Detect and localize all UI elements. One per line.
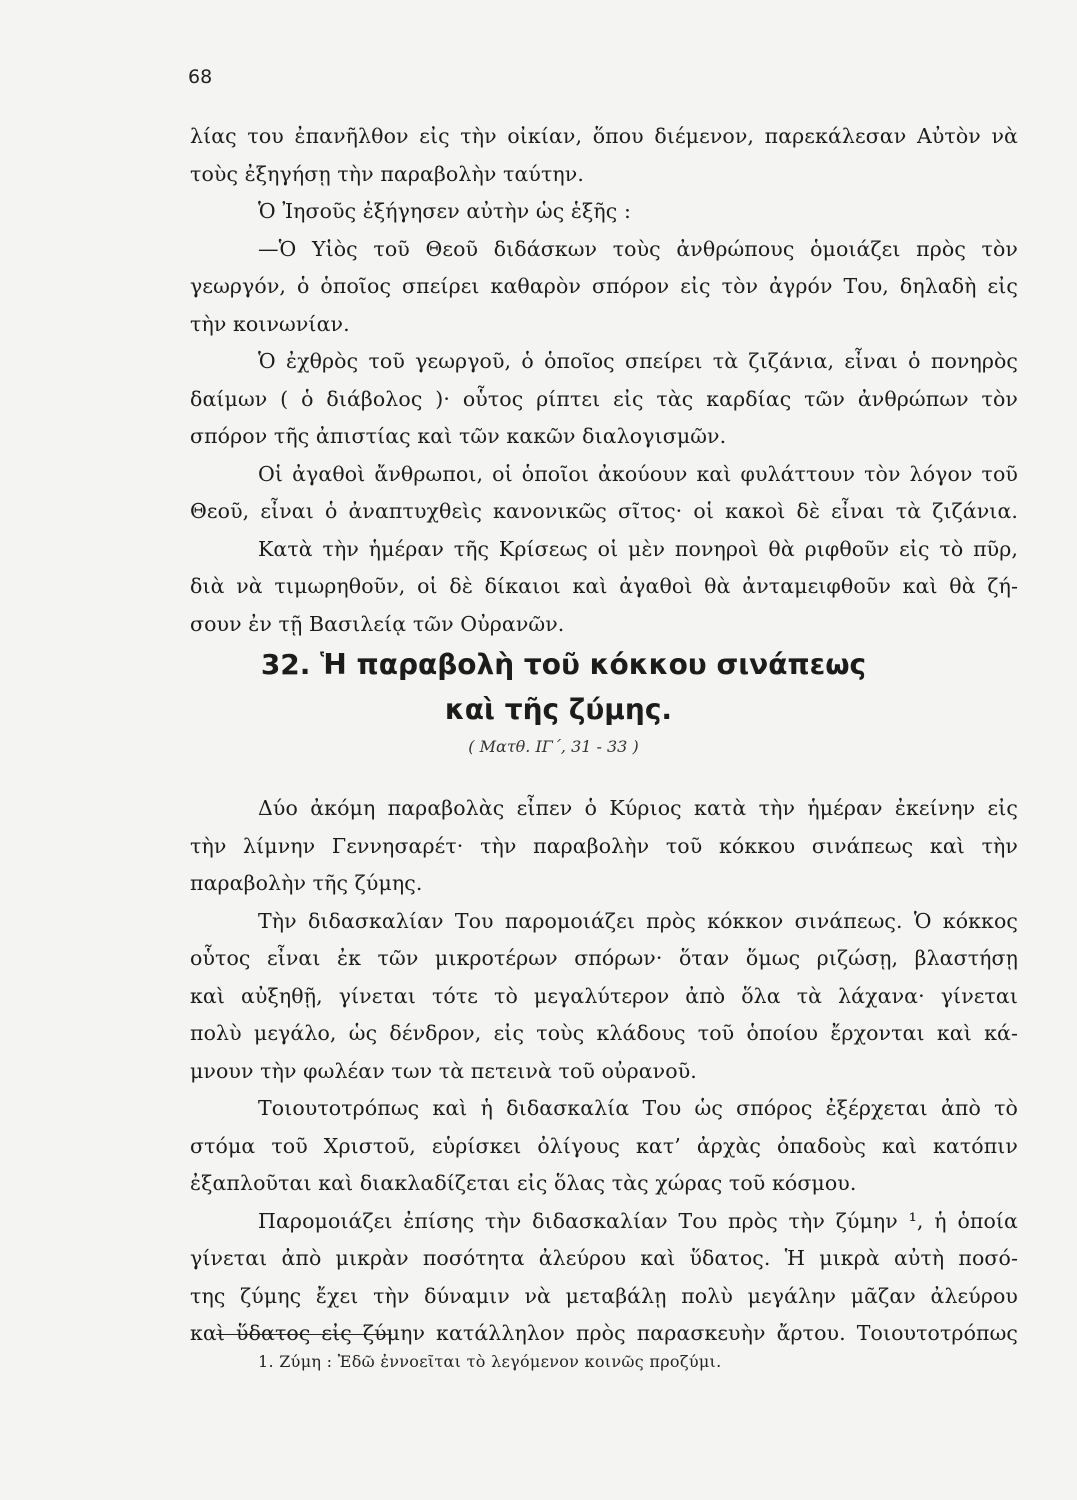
footnote-divider — [216, 1334, 392, 1335]
text-line: δαίμων ( ὁ διάβολος )· οὗτος ρίπτει εἰς τὰς καρδίας τῶν ἀνθρώπων τὸν — [190, 386, 1018, 411]
text-line: τὴν λίμνην Γεννησαρέτ· τὴν παραβολὴν τοῦ κόκκου σινάπεως καὶ τὴν — [190, 833, 1018, 858]
text-line: σπόρον τῆς ἀπιστίας καὶ τῶν κακῶν διαλογισμῶν. — [190, 424, 727, 448]
text-line: μνουν τὴν φωλέαν των τὰ πετεινὰ τοῦ οὐρανοῦ. — [190, 1058, 697, 1083]
text-line: πολὺ μεγάλο, ὡς δένδρον, εἰς τοὺς κλάδους τοῦ ὁποίου ἔρχονται καὶ κά- — [190, 1021, 1018, 1045]
page-number: 68 — [188, 66, 213, 88]
text-line: λίας του ἐπανῆλθον εἰς τὴν οἰκίαν, ὅπου διέμενον, παρεκάλεσαν Αὐτὸν νὰ — [190, 124, 1018, 148]
footnote: 1. Ζύμη : Ἐδῶ ἐννοεῖται τὸ λεγόμενον κοινῶς προζύμι. — [258, 1352, 722, 1371]
text-line: Δύο ἀκόμη παραβολὰς εἶπεν ὁ Κύριος κατὰ τὴν ἡμέραν ἐκείνην εἰς — [258, 796, 1018, 820]
text-line: γίνεται ἀπὸ μικρὰν ποσότητα ἀλεύρου καὶ ὕδατος. Ἡ μικρὰ αὐτὴ ποσό- — [190, 1246, 1018, 1270]
text-line: ἐξαπλοῦται καὶ διακλαδίζεται εἰς ὅλας τὰς χώρας τοῦ κόσμου. — [190, 1171, 857, 1195]
text-line: οὗτος εἶναι ἐκ τῶν μικροτέρων σπόρων· ὅταν ὅμως ριζώσῃ, βλαστήσῃ — [190, 946, 1018, 970]
text-line: —Ὁ Υἱὸς τοῦ Θεοῦ διδάσκων τοὺς ἀνθρώπους ὁμοιάζει πρὸς τὸν — [258, 236, 1018, 261]
text-line: Τὴν διδασκαλίαν Του παρομοιάζει πρὸς κόκκον σινάπεως. Ὁ κόκκος — [258, 908, 1018, 933]
text-line: Παρομοιάζει ἐπίσης τὴν διδασκαλίαν Του πρὸς τὴν ζύμην ¹, ἡ ὁποία — [258, 1208, 1018, 1233]
text-line: σουν ἐν τῇ Βασιλείᾳ τῶν Οὐρανῶν. — [190, 611, 565, 636]
section-title-line-1: Ἡ παραβολὴ τοῦ κόκκου σινάπεως — [320, 648, 867, 681]
section-title — [0, 645, 1077, 685]
text-line: παραβολὴν τῆς ζύμης. — [190, 871, 423, 895]
text-line: τοὺς ἐξηγήσῃ τὴν παραβολὴν ταύτην. — [190, 161, 584, 186]
body-text-bottom — [190, 790, 1018, 1353]
body-text-top — [190, 118, 1018, 643]
text-line: γεωργόν, ὁ ὁποῖος σπείρει καθαρὸν σπόρον εἰς τὸν ἀγρόν Του, δηλαδὴ εἰς — [190, 274, 1018, 298]
text-line: τὴν κοινωνίαν. — [190, 311, 350, 336]
text-line: Ὁ ἐχθρὸς τοῦ γεωργοῦ, ὁ ὁποῖος σπείρει τὰ ζιζάνια, εἶναι ὁ πονηρὸς — [258, 349, 1018, 373]
text-line: στόμα τοῦ Χριστοῦ, εὑρίσκει ὀλίγους κατ’ ἀρχὰς ὀπαδοὺς καὶ κατόπιν — [190, 1133, 1018, 1158]
scripture-reference: ( Ματθ. ΙΓ΄, 31 - 33 ) — [468, 737, 639, 756]
text-line: Τοιουτοτρόπως καὶ ἡ διδασκαλία Του ὡς σπόρος ἐξέρχεται ἀπὸ τὸ — [258, 1096, 1018, 1120]
text-line: της ζύμης ἔχει τὴν δύναμιν νὰ μεταβάλῃ πολὺ μεγάλην μᾶζαν ἀλεύρου — [190, 1283, 1018, 1308]
text-line: καὶ ὕδατος εἰς ζύμην κατάλληλον πρὸς παρασκευὴν ἄρτου. Τοιουτοτρόπως — [190, 1321, 1018, 1345]
section-number: 32. — [260, 648, 311, 681]
text-line: Οἱ ἀγαθοὶ ἄνθρωποι, οἱ ὁποῖοι ἀκούουν καὶ φυλάττουν τὸν λόγον τοῦ — [258, 461, 1018, 486]
text-line: Κατὰ τὴν ἡμέραν τῆς Κρίσεως οἱ μὲν πονηροὶ θὰ ριφθοῦν εἰς τὸ πῦρ, — [258, 536, 1018, 561]
text-line: Θεοῦ, εἶναι ὁ ἀναπτυχθεὶς κανονικῶς σῖτος· οἱ κακοὶ δὲ εἶναι τὰ ζιζάνια. — [190, 499, 1018, 523]
text-line: καὶ αὐξηθῇ, γίνεται τότε τὸ μεγαλύτερον ἀπὸ ὅλα τὰ λάχανα· γίνεται — [190, 983, 1018, 1008]
text-line: Ὁ Ἰησοῦς ἐξήγησεν αὐτὴν ὡς ἑξῆς : — [258, 199, 631, 223]
text-line: διὰ νὰ τιμωρηθοῦν, οἱ δὲ δίκαιοι καὶ ἀγαθοὶ θὰ ἀνταμειφθοῦν καὶ θὰ ζή- — [190, 574, 1018, 598]
section-title-line-2: καὶ τῆς ζύμης. — [444, 693, 673, 726]
